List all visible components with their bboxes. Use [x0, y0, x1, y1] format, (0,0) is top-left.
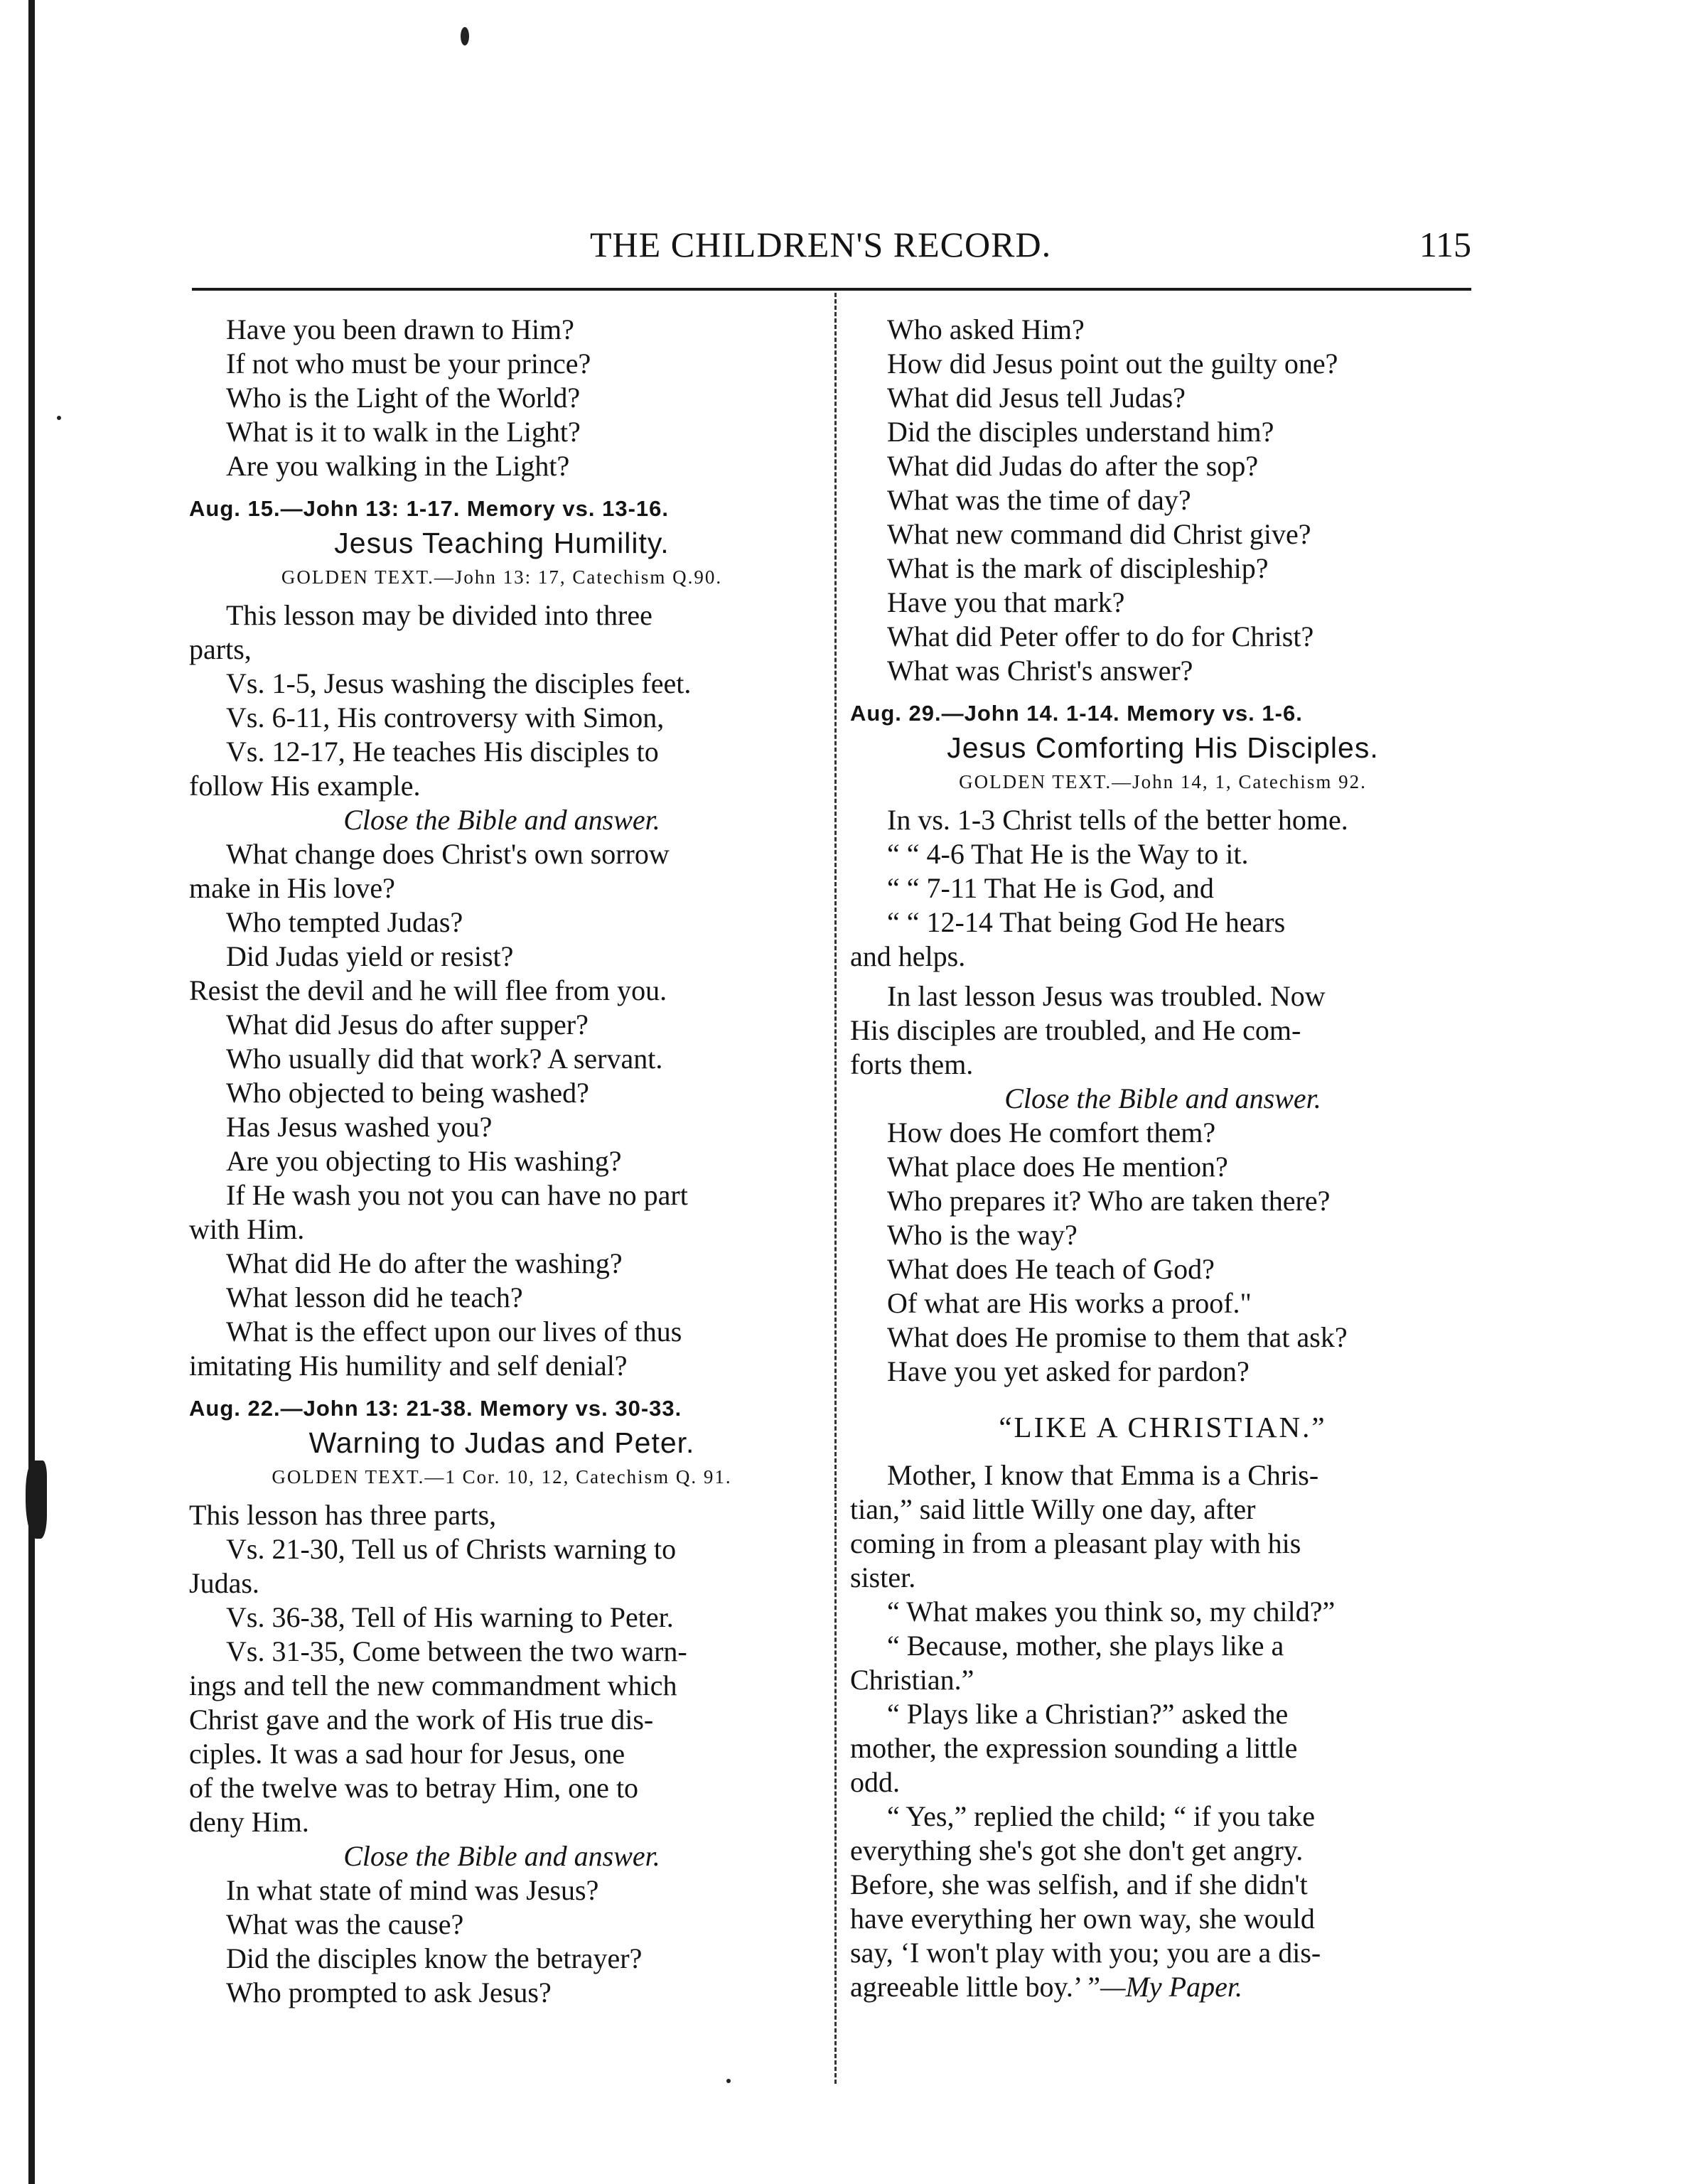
verse-line: of the twelve was to betray Him, one to — [189, 1772, 639, 1804]
question-line: What lesson did he teach? — [226, 1281, 523, 1313]
verse-line: follow His example. — [189, 770, 421, 802]
lesson-title: Jesus Teaching Humility. — [334, 527, 670, 559]
lesson-aug15 — [189, 492, 815, 1383]
question-line: Who is the Light of the World? — [226, 382, 581, 414]
question-line: Who usually did that work? A servant. — [226, 1043, 663, 1075]
question-line: imitating His humility and self denial? — [189, 1350, 628, 1382]
outline-list — [850, 803, 1476, 974]
question-line: Have you yet asked for pardon? — [887, 1355, 1250, 1387]
scan-edge-line — [28, 0, 35, 2184]
question-line: Resist the devil and he will flee from you. — [189, 974, 667, 1006]
question-line: What did Peter offer to do for Christ? — [887, 620, 1314, 652]
question-line: Who is the way? — [887, 1219, 1078, 1251]
question-line: Who asked Him? — [887, 313, 1085, 345]
question-line: If not who must be your prince? — [226, 348, 591, 380]
golden-text: GOLDEN TEXT.—1 Cor. 10, 12, Catechism Q. 91. — [272, 1466, 732, 1488]
question-line: What is the effect upon our lives of thus — [226, 1316, 682, 1347]
story-line: “ Yes,” replied the child; “ if you take — [887, 1800, 1316, 1832]
verse-line: Vs. 36-38, Tell of His warning to Peter. — [226, 1601, 674, 1633]
lesson-header: Aug. 29.—John 14. 1-14. Memory vs. 1-6. — [850, 701, 1303, 726]
lesson-header: Aug. 22.—John 13: 21-38. Memory vs. 30-33. — [189, 1396, 682, 1421]
verse-line: Vs. 6-11, His controversy with Simon, — [226, 701, 665, 733]
story-line: say, ‘I won't play with you; you are a dis- — [850, 1937, 1321, 1969]
verse-line: Vs. 31-35, Come between the two warn- — [226, 1635, 687, 1667]
story-line: coming in from a pleasant play with his — [850, 1527, 1301, 1559]
instruction: Close the Bible and answer. — [1004, 1082, 1321, 1114]
question-line: Who objected to being washed? — [226, 1077, 589, 1109]
question-line: Are you objecting to His washing? — [226, 1145, 622, 1177]
verse-line: deny Him. — [189, 1806, 309, 1838]
question-line: with Him. — [189, 1213, 305, 1245]
outline-line: In vs. 1-3 Christ tells of the better home. — [887, 804, 1348, 836]
verse-line: ciples. It was a sad hour for Jesus, one — [189, 1738, 625, 1770]
question-line: Has Jesus washed you? — [226, 1111, 493, 1143]
question-line: Have you been drawn to Him? — [226, 313, 574, 345]
verse-line: Vs. 12-17, He teaches His disciples to — [226, 736, 659, 768]
story-line: have everything her own way, she would — [850, 1903, 1315, 1935]
continued-questions — [850, 313, 1476, 688]
note-line: forts them. — [850, 1048, 974, 1080]
question-line: What new command did Christ give? — [887, 518, 1311, 550]
question-line: What was the time of day? — [887, 484, 1191, 516]
story-line: Before, she was selfish, and if she didn't — [850, 1868, 1308, 1900]
question-line: What change does Christ's own sorrow — [226, 838, 670, 870]
question-line: What was the cause? — [226, 1908, 464, 1940]
story-line: Mother, I know that Emma is a Chris- — [887, 1459, 1319, 1491]
question-line: Did the disciples understand him? — [887, 416, 1274, 448]
story-line: tian,” said little Willy one day, after — [850, 1493, 1256, 1525]
story-line: “ Plays like a Christian?” asked the — [887, 1698, 1289, 1730]
question-line: How did Jesus point out the guilty one? — [887, 348, 1338, 380]
question-line: What did Judas do after the sop? — [887, 450, 1259, 482]
outline-line: “ “ 7-11 That He is God, and — [887, 872, 1214, 904]
opening-questions — [189, 313, 815, 483]
story-line: sister. — [850, 1561, 916, 1593]
question-line: What does He promise to them that ask? — [887, 1321, 1348, 1353]
question-line: What is the mark of discipleship? — [887, 552, 1269, 584]
running-title: THE CHILDREN'S RECORD. — [590, 225, 1052, 264]
question-line: What did Jesus tell Judas? — [887, 382, 1186, 414]
outline-line: “ “ 12-14 That being God He hears — [887, 906, 1286, 938]
right-column — [850, 313, 1476, 2004]
story-line: Christian.” — [850, 1664, 974, 1696]
question-line: In what state of mind was Jesus? — [226, 1874, 599, 1906]
question-line: Are you walking in the Light? — [226, 450, 570, 482]
ink-speck — [461, 27, 469, 45]
story-line: “ What makes you think so, my child?” — [887, 1596, 1336, 1628]
question-line: What did Jesus do after supper? — [226, 1008, 589, 1040]
question-line: What was Christ's answer? — [887, 655, 1193, 687]
lesson-intro: parts, — [189, 633, 252, 665]
question-line: Did Judas yield or resist? — [226, 940, 514, 972]
question-line: Have you that mark? — [887, 586, 1125, 618]
question-line: Did the disciples know the betrayer? — [226, 1942, 643, 1974]
ink-speck — [57, 416, 61, 420]
question-line: make in His love? — [189, 872, 395, 904]
story-title: “LIKE A CHRISTIAN.” — [999, 1411, 1327, 1443]
ink-speck — [726, 2079, 731, 2083]
question-line: What place does He mention? — [887, 1151, 1228, 1183]
verse-line: Vs. 21-30, Tell us of Christs warning to — [226, 1533, 677, 1565]
question-line: Who prompted to ask Jesus? — [226, 1976, 552, 2008]
verse-line: Judas. — [189, 1567, 259, 1599]
story-line: mother, the expression sounding a little — [850, 1732, 1298, 1764]
lesson-title: Warning to Judas and Peter. — [308, 1426, 695, 1459]
golden-text: GOLDEN TEXT.—John 14, 1, Catechism 92. — [959, 771, 1367, 792]
question-line: Of what are His works a proof." — [887, 1287, 1252, 1319]
verse-list — [189, 1532, 815, 1839]
outline-line: and helps. — [850, 940, 966, 972]
story-line: “ Because, mother, she plays like a — [887, 1630, 1284, 1662]
verse-line: Vs. 1-5, Jesus washing the disciples feet. — [226, 667, 692, 699]
question-list — [189, 837, 815, 1383]
question-line: How does He comfort them? — [887, 1117, 1216, 1149]
story-source: —My Paper. — [1100, 1971, 1242, 2003]
story-like-a-christian — [850, 1410, 1476, 2004]
question-line: Who tempted Judas? — [226, 906, 463, 938]
instruction: Close the Bible and answer. — [343, 1840, 660, 1872]
lesson-header: Aug. 15.—John 13: 1-17. Memory vs. 13-16. — [189, 496, 670, 521]
left-column — [189, 313, 815, 2010]
question-line: What is it to walk in the Light? — [226, 416, 581, 448]
running-head — [192, 224, 1493, 274]
page-number: 115 — [1419, 225, 1471, 264]
note-line: His disciples are troubled, and He com- — [850, 1014, 1301, 1046]
verse-line: Christ gave and the work of His true dis- — [189, 1704, 654, 1736]
lesson-aug22 — [189, 1392, 815, 2010]
question-line: What does He teach of God? — [887, 1253, 1215, 1285]
story-line: everything she's got she don't get angry. — [850, 1834, 1304, 1866]
lesson-note — [850, 979, 1476, 1082]
question-line: What did He do after the washing? — [226, 1247, 623, 1279]
story-closing-text: agreeable little boy.’ ” — [850, 1971, 1101, 2003]
outline-line: “ “ 4-6 That He is the Way to it. — [887, 838, 1249, 870]
column-divider — [834, 293, 837, 2084]
note-line: In last lesson Jesus was troubled. Now — [887, 980, 1326, 1012]
verse-line: ings and tell the new commandment which — [189, 1669, 677, 1701]
lesson-intro: This lesson may be divided into three — [226, 599, 652, 631]
story-line: odd. — [850, 1766, 900, 1798]
lesson-aug29 — [850, 696, 1476, 1389]
lesson-title: Jesus Comforting His Disciples. — [947, 731, 1379, 764]
question-line: If He wash you not you can have no part — [226, 1179, 688, 1211]
instruction: Close the Bible and answer. — [343, 804, 660, 836]
story-last-line — [850, 1970, 1476, 2004]
golden-text: GOLDEN TEXT.—John 13: 17, Catechism Q.90. — [281, 566, 723, 588]
lesson-intro: This lesson has three parts, — [189, 1499, 497, 1531]
question-line: Who prepares it? Who are taken there? — [887, 1185, 1331, 1217]
story-body — [850, 1458, 1476, 1970]
header-rule — [192, 288, 1471, 291]
margin-ink-blot — [26, 1461, 47, 1539]
